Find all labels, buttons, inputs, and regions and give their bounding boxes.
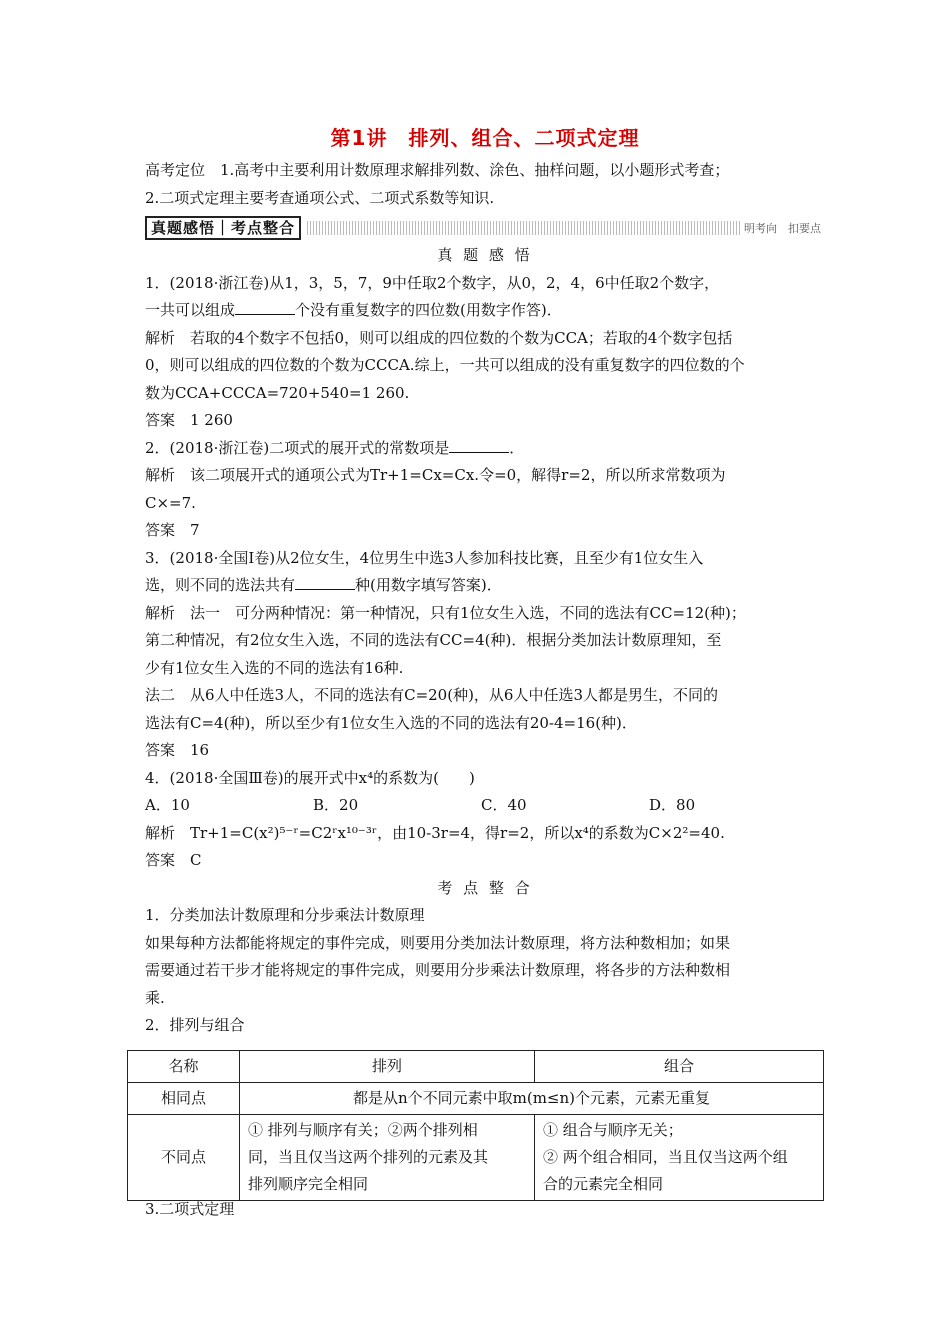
q3-solution-3: 少有1位女生入选的不同的选法有16种. <box>145 658 404 677</box>
intro-line-2: 2.二项式定理主要考查通项公式、二项式系数等知识. <box>145 188 495 207</box>
table-cell-same-label: 相同点 <box>128 1083 240 1115</box>
q3-solution-5: 选法有C=4(种)，所以至少有1位女生入选的不同的选法有20-4=16(种)． <box>145 713 637 732</box>
q1-line-1: 1．(2018·浙江卷)从1，3，5，7，9中任取2个数字，从0，2，4，6中任取2个数字， <box>145 273 720 292</box>
option-b: B．20 <box>313 796 359 814</box>
table-header-comb: 组合 <box>535 1051 824 1083</box>
q3-solution-2: 第二种情况，有2位女生入选，不同的选法有CC=4(种)．根据分类加法计数原理知，至 <box>145 631 722 649</box>
point-1-line-2: 需要通过若干步才能将规定的事件完成，则要用分步乘法计数原理，将各步的方法种数相 <box>145 961 731 979</box>
table-cell-perm-diff: ① 排列与顺序有关；②两个排列相 同，当且仅当这两个排列的元素及其 排列顺序完全相同 <box>240 1115 535 1201</box>
q1-solution-1: 解析 若取的4个数字不包括0，则可以组成的四位数的个数为CCA；若取的4个数字包括 <box>145 328 733 347</box>
q1-solution-3: 数为CCA+CCCA=720+540=1 260. <box>145 383 410 402</box>
q2-solution-1: 解析 该二项展开式的通项公式为Tr+1=Cx=Cx.令=0，解得r=2，所以所求常数项为 <box>145 466 726 484</box>
table-row <box>128 1083 824 1115</box>
banner-label: 真题感悟｜考点整合 <box>145 216 301 240</box>
point-2-heading: 2．排列与组合 <box>145 1016 245 1034</box>
q4-solution-1: 解析 Tr+1=C(x²)⁵⁻ʳ=C2ʳx¹⁰⁻³ʳ，由10-3r=4，得r=2，所以x⁴的系数为C×2²=40. <box>145 823 725 842</box>
banner-right-label: 明考向 扣要点 <box>740 220 825 236</box>
page-title: 第1讲 排列、组合、二项式定理 <box>330 126 640 150</box>
comparison-table <box>127 1050 824 1201</box>
document-page <box>145 118 825 1040</box>
point-1-line-3: 乘. <box>145 988 165 1007</box>
q3-solution-1: 解析 法一 可分两种情况：第一种情况，只有1位女生入选，不同的选法有CC=12(种)； <box>145 603 746 622</box>
q1-solution-2: 0，则可以组成的四位数的个数为CCCA.综上，一共可以组成的没有重复数字的四位数的个 <box>145 356 745 374</box>
q4-line-1: 4．(2018·全国Ⅲ卷)的展开式中x⁴的系数为( ) <box>145 768 475 787</box>
option-d: D．80 <box>649 796 696 814</box>
answer-blank <box>235 300 295 315</box>
table-cell-comb-diff: ① 组合与顺序无关； ② 两个组合相同，当且仅当这两个组 合的元素完全相同 <box>535 1115 824 1201</box>
q3-line-2: 选，则不同的选法共有 种(用数字填写答案)． <box>145 576 502 594</box>
section-heading-1: 真 题 感 悟 <box>437 246 533 264</box>
q3-line-1: 3．(2018·全国Ⅰ卷)从2位女生，4位男生中选3人参加科技比赛，且至少有1位女生入 <box>145 548 704 567</box>
table-cell-diff-label: 不同点 <box>128 1115 240 1201</box>
table-cell-same-text: 都是从n个不同元素中取m(m≤n)个元素，元素无重复 <box>240 1083 824 1115</box>
table-header-name: 名称 <box>128 1051 240 1083</box>
q4-answer: 答案 C <box>145 851 202 869</box>
q3-solution-4: 法二 从6人中任选3人，不同的选法有C=20(种)，从6人中任选3人都是男生，不同的 <box>145 686 719 704</box>
q2-answer: 答案 7 <box>145 521 200 539</box>
section-heading-2: 考 点 整 合 <box>437 878 533 897</box>
section-banner <box>145 216 825 240</box>
point-3-heading: 3.二项式定理 <box>145 1200 235 1218</box>
option-c: C．40 <box>481 796 527 814</box>
point-1-heading: 1．分类加法计数原理和分步乘法计数原理 <box>145 906 425 924</box>
option-a: A．10 <box>145 796 190 814</box>
table-row <box>128 1051 824 1083</box>
table-header-perm: 排列 <box>240 1051 535 1083</box>
q4-options <box>145 792 825 820</box>
answer-blank <box>449 438 509 453</box>
q3-answer: 答案 16 <box>145 741 210 759</box>
answer-blank <box>295 575 355 590</box>
q2-solution-2: C×=7. <box>145 493 196 512</box>
point-1-line-1: 如果每种方法都能将规定的事件完成，则要用分类加法计数原理，将方法种数相加；如果 <box>145 933 731 952</box>
q2-line-1: 2．(2018·浙江卷)二项式的展开式的常数项是 ． <box>145 438 525 457</box>
intro-line-1: 高考定位 1.高考中主要利用计数原理求解排列数、涂色、抽样问题，以小题形式考查； <box>145 161 730 179</box>
q1-answer: 答案 1 260 <box>145 411 233 429</box>
table-row <box>128 1115 824 1201</box>
q1-line-2: 一共可以组成 个没有重复数字的四位数(用数字作答)． <box>145 301 562 319</box>
